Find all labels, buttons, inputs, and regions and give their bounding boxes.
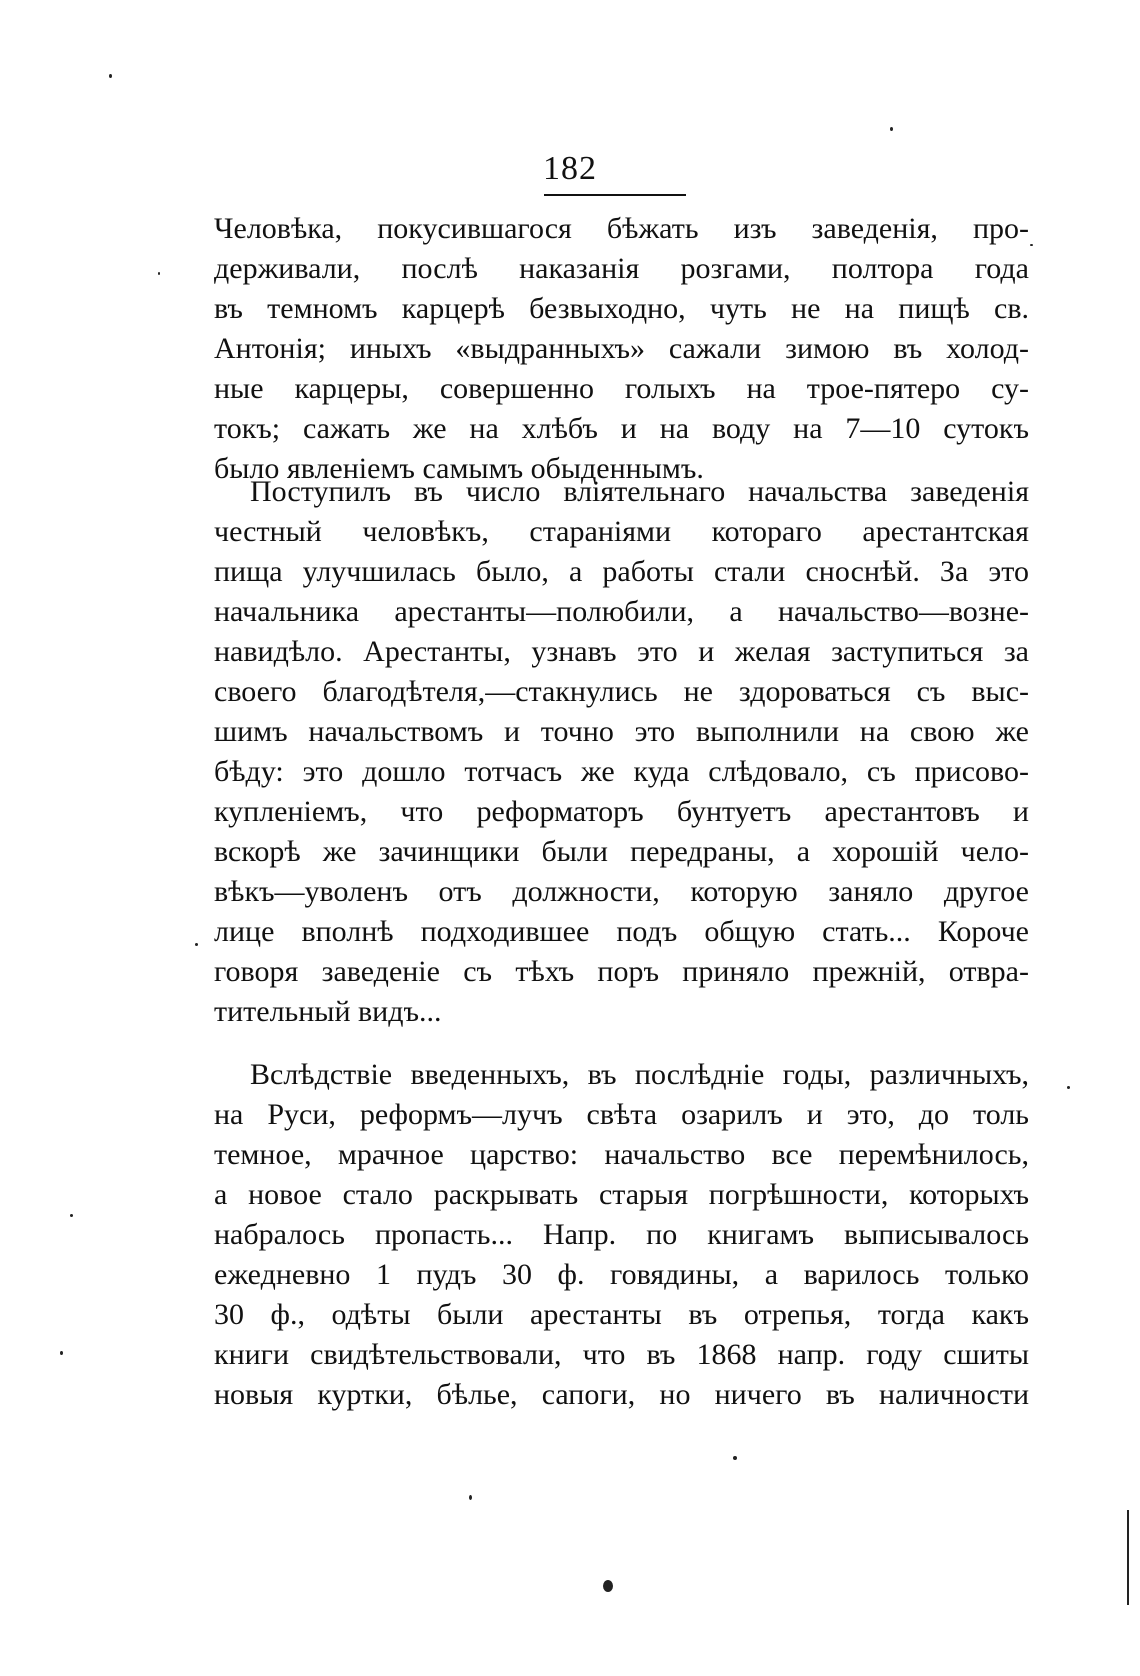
- text-line: купленіемъ, что реформаторъ бунтуетъ арестантовъ и: [214, 795, 1029, 828]
- text-line: новыя куртки, бѣлье, сапоги, но ничего въ наличности: [214, 1378, 1029, 1411]
- text-line: книги свидѣтельствовали, что въ 1868 напр. году сшиты: [214, 1338, 1029, 1371]
- header-rule: [544, 194, 686, 196]
- scan-speck: [158, 272, 160, 275]
- text-line: Антонія; иныхъ «выдранныхъ» сажали зимою въ холод-: [214, 332, 1029, 365]
- page-number: 182: [543, 150, 597, 187]
- text-line: на Руси, реформъ—лучъ свѣта озарилъ и это, до толь: [214, 1098, 1029, 1131]
- scan-speck: [890, 127, 893, 131]
- text-line: 30 ф., одѣты были арестанты въ отрепья, тогда какъ: [214, 1298, 1029, 1331]
- text-line: было явленіемъ самымъ обыденнымъ.: [214, 452, 704, 485]
- text-line: Вслѣдствіе введенныхъ, въ послѣдніе годы, различныхъ,: [250, 1058, 1029, 1091]
- text-line: говоря заведеніе съ тѣхъ поръ приняло прежній, отвра-: [214, 955, 1029, 988]
- text-line: токъ; сажать же на хлѣбъ и на воду на 7—10 сутокъ: [214, 412, 1029, 445]
- scan-speck: [195, 943, 198, 946]
- text-line: навидѣло. Арестанты, узнавъ это и желая заступиться за: [214, 635, 1029, 668]
- text-line: держивали, послѣ наказанія розгами, полтора года: [214, 252, 1029, 285]
- text-line: Человѣка, покусившагося бѣжать изъ заведенія, про-: [214, 212, 1029, 245]
- scan-speck: [733, 1456, 737, 1460]
- scan-speck: [1030, 244, 1033, 246]
- text-line: Поступилъ въ число вліятельнаго начальства заведенія: [250, 475, 1029, 508]
- text-line: а новое стало раскрывать старыя погрѣшности, которыхъ: [214, 1178, 1029, 1211]
- scan-speck: [60, 1351, 63, 1355]
- scan-speck: [70, 1214, 73, 1217]
- scan-speck: [469, 1495, 472, 1500]
- text-line: тительный видъ...: [214, 995, 442, 1028]
- text-line: темное, мрачное царство: начальство все перемѣнилось,: [214, 1138, 1029, 1171]
- scan-speck: [109, 74, 112, 78]
- scan-speck: [603, 1580, 613, 1592]
- scan-speck: [1127, 1510, 1129, 1605]
- paragraph-1: [214, 209, 1029, 489]
- text-line: пища улучшилась было, а работы стали сноснѣй. За это: [214, 555, 1029, 588]
- paragraph-2: [214, 472, 1029, 1032]
- scan-speck: [1067, 1086, 1070, 1089]
- text-line: въ темномъ карцерѣ безвыходно, чуть не на пищѣ св.: [214, 292, 1029, 325]
- text-line: вскорѣ же зачинщики были передраны, а хорошій чело-: [214, 835, 1029, 868]
- text-line: шимъ начальствомъ и точно это выполнили на свою же: [214, 715, 1029, 748]
- text-line: лице вполнѣ подходившее подъ общую стать... Короче: [214, 915, 1029, 948]
- text-line: вѣкъ—уволенъ отъ должности, которую заняло другое: [214, 875, 1029, 908]
- text-line: бѣду: это дошло тотчасъ же куда слѣдовало, съ присово-: [214, 755, 1029, 788]
- text-line: ежедневно 1 пудъ 30 ф. говядины, а варилось только: [214, 1258, 1029, 1291]
- text-line: начальника арестанты—полюбили, а начальство—возне-: [214, 595, 1029, 628]
- text-line: набралось пропасть... Напр. по книгамъ выписывалось: [214, 1218, 1029, 1251]
- text-line: ные карцеры, совершенно голыхъ на трое-пятеро су-: [214, 372, 1029, 405]
- paragraph-3: [214, 1055, 1029, 1415]
- text-line: честный человѣкъ, стараніями котораго арестантская: [214, 515, 1029, 548]
- text-line: своего благодѣтеля,—стакнулись не здороваться съ выс-: [214, 675, 1029, 708]
